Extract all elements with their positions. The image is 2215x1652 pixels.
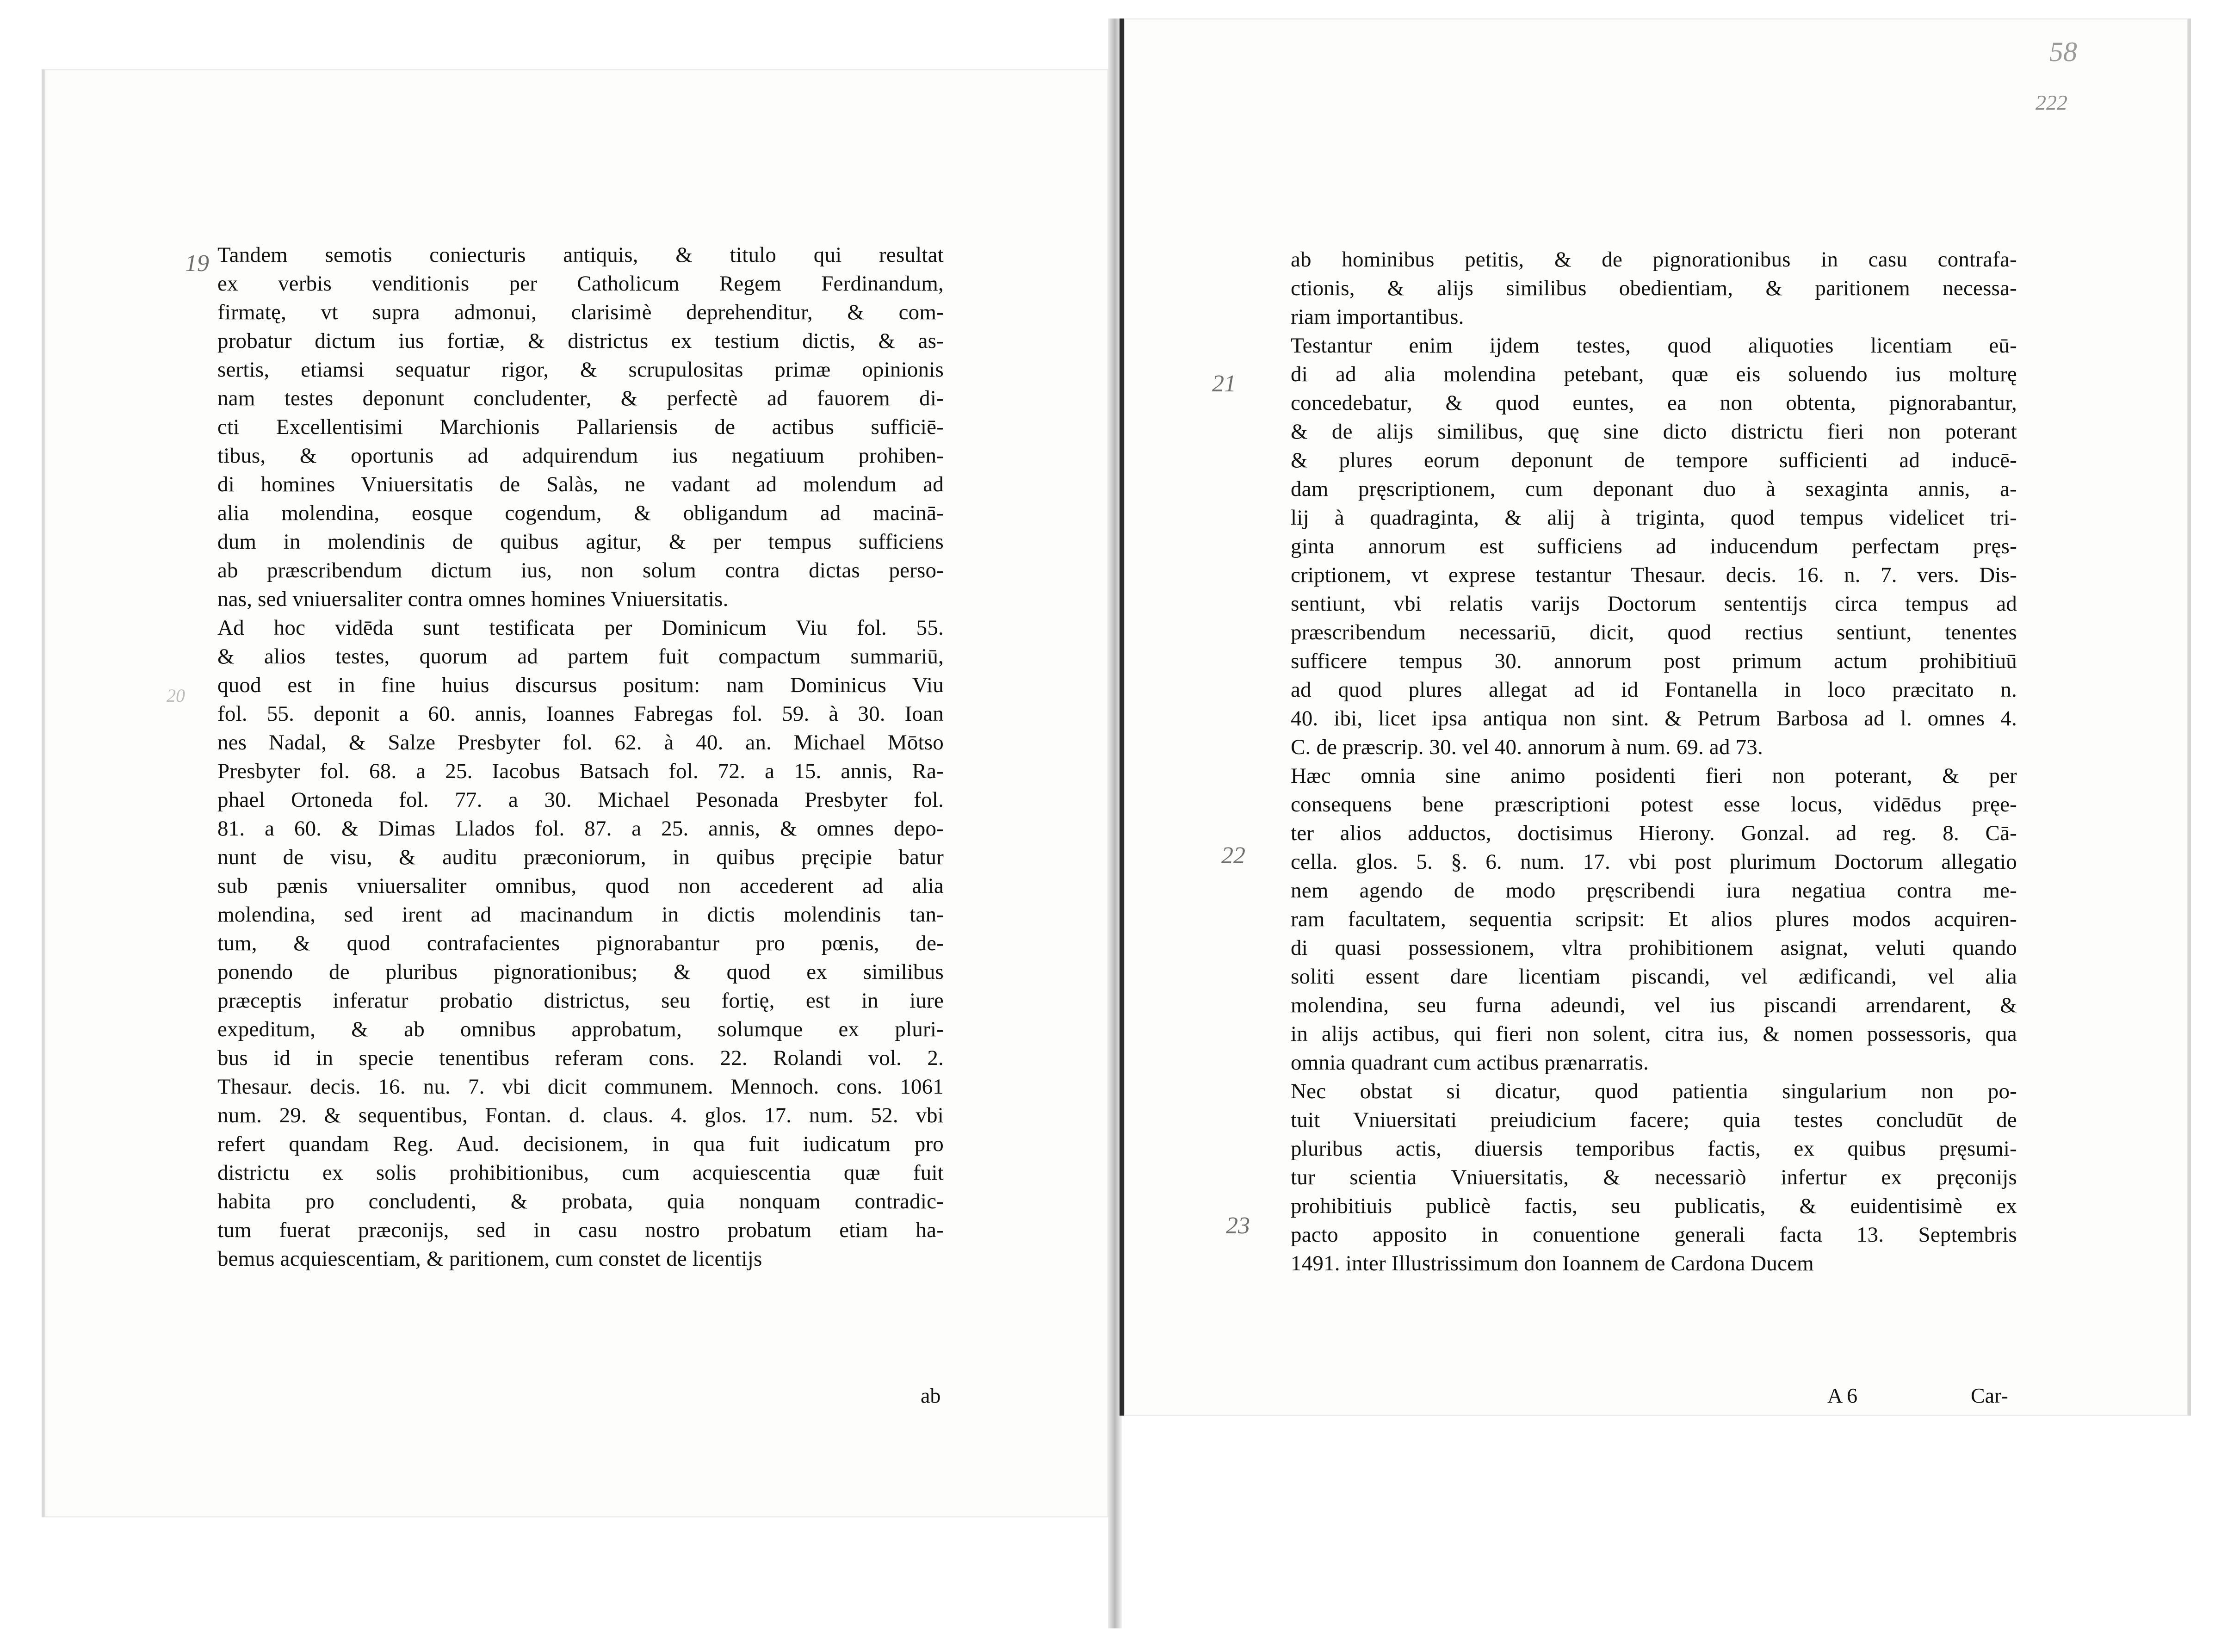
text-line: Testantur enim ijdem testes, quod aliquoties licentiam eū- bbox=[1291, 334, 2017, 358]
text-line: 1491. inter Illustrissimum don Ioannem de Cardona Ducem bbox=[1291, 1251, 1814, 1275]
text-line: & alios testes, quorum ad partem fuit compactum summariū, bbox=[217, 644, 944, 668]
text-line: in alijs actibus, qui fieri non solent, citra ius, & nomen possessoris, qua bbox=[1291, 1022, 2017, 1046]
text-line: di homines Vniuersitatis de Salàs, ne vadant ad molendum ad bbox=[217, 472, 944, 496]
text-line: 81. a 60. & Dimas Llados fol. 87. a 25. annis, & omnes depo- bbox=[217, 817, 944, 841]
text-line: C. de præscrip. 30. vel 40. annorum à num. 69. ad 73. bbox=[1291, 735, 1763, 759]
text-line: habita pro concludenti, & probata, quia nonquam contradic- bbox=[217, 1189, 944, 1213]
text-line: prohibitiuis publicè factis, seu publicatis, & euidentisimè ex bbox=[1291, 1194, 2017, 1218]
text-line: quod est in fine huius discursus positum: nam Dominicus Viu bbox=[217, 673, 944, 697]
text-line: districtu ex solis prohibitionibus, cum acquiescentia quæ fuit bbox=[217, 1161, 944, 1185]
text-line: 40. ibi, licet ipsa antiqua non sint. & Petrum Barbosa ad l. omnes 4. bbox=[1291, 706, 2017, 730]
text-line: di quasi possessionem, vltra prohibitionem asignat, veluti quando bbox=[1291, 936, 2017, 960]
signature-mark: A 6 bbox=[1827, 1384, 1858, 1407]
text-line: præscribendum necessariū, dicit, quod rectius sentiunt, tenentes bbox=[1291, 620, 2017, 644]
margin-number: 20 bbox=[167, 685, 185, 706]
text-line: pluribus actis, diuersis temporibus factis, ex quibus pręsumi- bbox=[1291, 1137, 2017, 1161]
text-line: firmatę, vt supra admonui, clarisimè deprehenditur, & com- bbox=[217, 300, 944, 324]
catchword: ab bbox=[921, 1384, 941, 1407]
text-line: dam pręscriptionem, cum deponant duo à sexaginta annis, a- bbox=[1291, 477, 2017, 501]
text-line: tuit Vniuersitati preiudicium facere; quia testes concludūt de bbox=[1291, 1108, 2017, 1132]
text-line: soliti essent dare licentiam piscandi, vel ædificandi, vel alia bbox=[1291, 965, 2017, 989]
text-line: ginta annorum est sufficiens ad inducendum perfectam pręs- bbox=[1291, 534, 2017, 558]
text-line: ter alios adductos, doctisimus Hierony. Gonzal. ad reg. 8. Cā- bbox=[1291, 821, 2017, 845]
text-line: di ad alia molendina petebant, quæ eis soluendo ius molturę bbox=[1291, 362, 2017, 386]
text-line: probatur dictum ius fortiæ, & districtus ex testium dictis, & as- bbox=[217, 329, 944, 353]
text-line: ex verbis venditionis per Catholicum Regem Ferdinandum, bbox=[217, 272, 944, 296]
text-line: ad quod plures allegat ad id Fontanella in loco præcitato n. bbox=[1291, 678, 2017, 702]
text-line: sertis, etiamsi sequatur rigor, & scrupulositas primæ opinionis bbox=[217, 358, 944, 382]
right-page-text bbox=[1291, 245, 2017, 1278]
text-line: cti Excellentisimi Marchionis Pallariensis de actibus sufficiē- bbox=[217, 415, 944, 439]
text-line: ponendo de pluribus pignorationibus; & quod ex similibus bbox=[217, 960, 944, 984]
text-line: bus id in specie tenentibus referam cons. 22. Rolandi vol. 2. bbox=[217, 1046, 944, 1070]
text-line: tum fuerat præconijs, sed in casu nostro probatum etiam ha- bbox=[217, 1218, 944, 1242]
text-line: dum in molendinis de quibus agitur, & per tempus sufficiens bbox=[217, 530, 944, 554]
text-line: pacto apposito in conuentione generali facta 13. Septembris bbox=[1291, 1223, 2017, 1247]
text-line: sub pænis vniuersaliter omnibus, quod non accederent ad alia bbox=[217, 874, 944, 898]
text-line: & de alijs similibus, quę sine dicto districtu fieri non poterant bbox=[1291, 420, 2017, 444]
text-line: fol. 55. deponit a 60. annis, Ioannes Fabregas fol. 59. à 30. Ioan bbox=[217, 702, 944, 726]
text-line: Ad hoc vidēda sunt testificata per Dominicum Viu fol. 55. bbox=[217, 616, 944, 640]
text-line: molendina, sed irent ad macinandum in dictis molendinis tan- bbox=[217, 903, 944, 927]
folio-number-secondary: 222 bbox=[2036, 91, 2067, 114]
text-line: nes Nadal, & Salze Presbyter fol. 62. à 40. an. Michael Mōtso bbox=[217, 730, 944, 755]
text-line: expeditum, & ab omnibus approbatum, solumque ex pluri- bbox=[217, 1017, 944, 1041]
text-line: bemus acquiescentiam, & paritionem, cum constet de licentijs bbox=[217, 1247, 762, 1271]
text-line: omnia quadrant cum actibus prænarratis. bbox=[1291, 1051, 1649, 1075]
text-line: nam testes deponunt concludenter, & perfectè ad fauorem di- bbox=[217, 386, 944, 410]
text-line: Thesaur. decis. 16. nu. 7. vbi dicit communem. Mennoch. cons. 1061 bbox=[217, 1075, 944, 1099]
margin-number: 21 bbox=[1212, 371, 1236, 397]
text-line: consequens bene præscriptioni potest esse locus, vidēdus pręe- bbox=[1291, 792, 2017, 817]
text-line: phael Ortoneda fol. 77. a 30. Michael Pesonada Presbyter fol. bbox=[217, 788, 944, 812]
text-line: ctionis, & alijs similibus obedientiam, & paritionem necessa- bbox=[1291, 276, 2017, 300]
text-line: Hæc omnia sine animo posidenti fieri non poterant, & per bbox=[1291, 764, 2017, 788]
text-line: cella. glos. 5. §. 6. num. 17. vbi post plurimum Doctorum allegatio bbox=[1291, 850, 2017, 874]
text-line: & plures eorum deponunt de tempore sufficienti ad inducē- bbox=[1291, 448, 2017, 472]
text-line: tibus, & oportunis ad adquirendum ius negatiuum prohiben- bbox=[217, 444, 944, 468]
text-line: nunt de visu, & auditu præconiorum, in quibus pręcipie batur bbox=[217, 845, 944, 869]
text-line: lij à quadraginta, & alij à triginta, quod tempus videlicet tri- bbox=[1291, 506, 2017, 530]
text-line: tum, & quod contrafacientes pignorabantur pro pœnis, de- bbox=[217, 931, 944, 955]
text-line: num. 29. & sequentibus, Fontan. d. claus. 4. glos. 17. num. 52. vbi bbox=[217, 1103, 944, 1127]
text-line: refert quandam Reg. Aud. decisionem, in qua fuit iudicatum pro bbox=[217, 1132, 944, 1156]
left-page-text bbox=[217, 241, 944, 1273]
text-line: molendina, seu furna adeundi, vel ius piscandi arrendarent, & bbox=[1291, 993, 2017, 1017]
text-line: ram facultatem, sequentia scripsit: Et alios plures modos acquiren- bbox=[1291, 907, 2017, 931]
text-line: sufficere tempus 30. annorum post primum actum prohibitiuū bbox=[1291, 649, 2017, 673]
text-line: criptionem, vt exprese testantur Thesaur. decis. 16. n. 7. vers. Dis- bbox=[1291, 563, 2017, 587]
text-line: Tandem semotis coniecturis antiquis, & titulo qui resultat bbox=[217, 243, 944, 267]
text-line: ab præscribendum dictum ius, non solum contra dictas perso- bbox=[217, 558, 944, 582]
margin-number: 19 bbox=[185, 250, 209, 277]
text-line: sentiunt, vbi relatis varijs Doctorum sententijs circa tempus ad bbox=[1291, 592, 2017, 616]
text-line: ab hominibus petitis, & de pignorationibus in casu contrafa- bbox=[1291, 247, 2017, 272]
text-line: concedebatur, & quod euntes, ea non obtenta, pignorabantur, bbox=[1291, 391, 2017, 415]
folio-number: 58 bbox=[2049, 37, 2077, 67]
text-line: riam importantibus. bbox=[1291, 305, 1464, 329]
catchword: Car- bbox=[1971, 1384, 2008, 1407]
text-line: nas, sed vniuersaliter contra omnes homines Vniuersitatis. bbox=[217, 587, 729, 611]
text-line: præceptis inferatur probatio districtus, seu fortię, est in iure bbox=[217, 989, 944, 1013]
text-line: nem agendo de modo pręscribendi iura negatiua contra me- bbox=[1291, 879, 2017, 903]
margin-number: 23 bbox=[1226, 1213, 1250, 1239]
text-line: tur scientia Vniuersitatis, & necessariò infertur ex pręconijs bbox=[1291, 1165, 2017, 1189]
text-line: alia molendina, eosque cogendum, & obligandum ad macinā- bbox=[217, 501, 944, 525]
text-line: Nec obstat si dicatur, quod patientia singularium non po- bbox=[1291, 1079, 2017, 1103]
text-line: Presbyter fol. 68. a 25. Iacobus Batsach fol. 72. a 15. annis, Ra- bbox=[217, 759, 944, 783]
margin-number: 22 bbox=[1221, 842, 1245, 869]
